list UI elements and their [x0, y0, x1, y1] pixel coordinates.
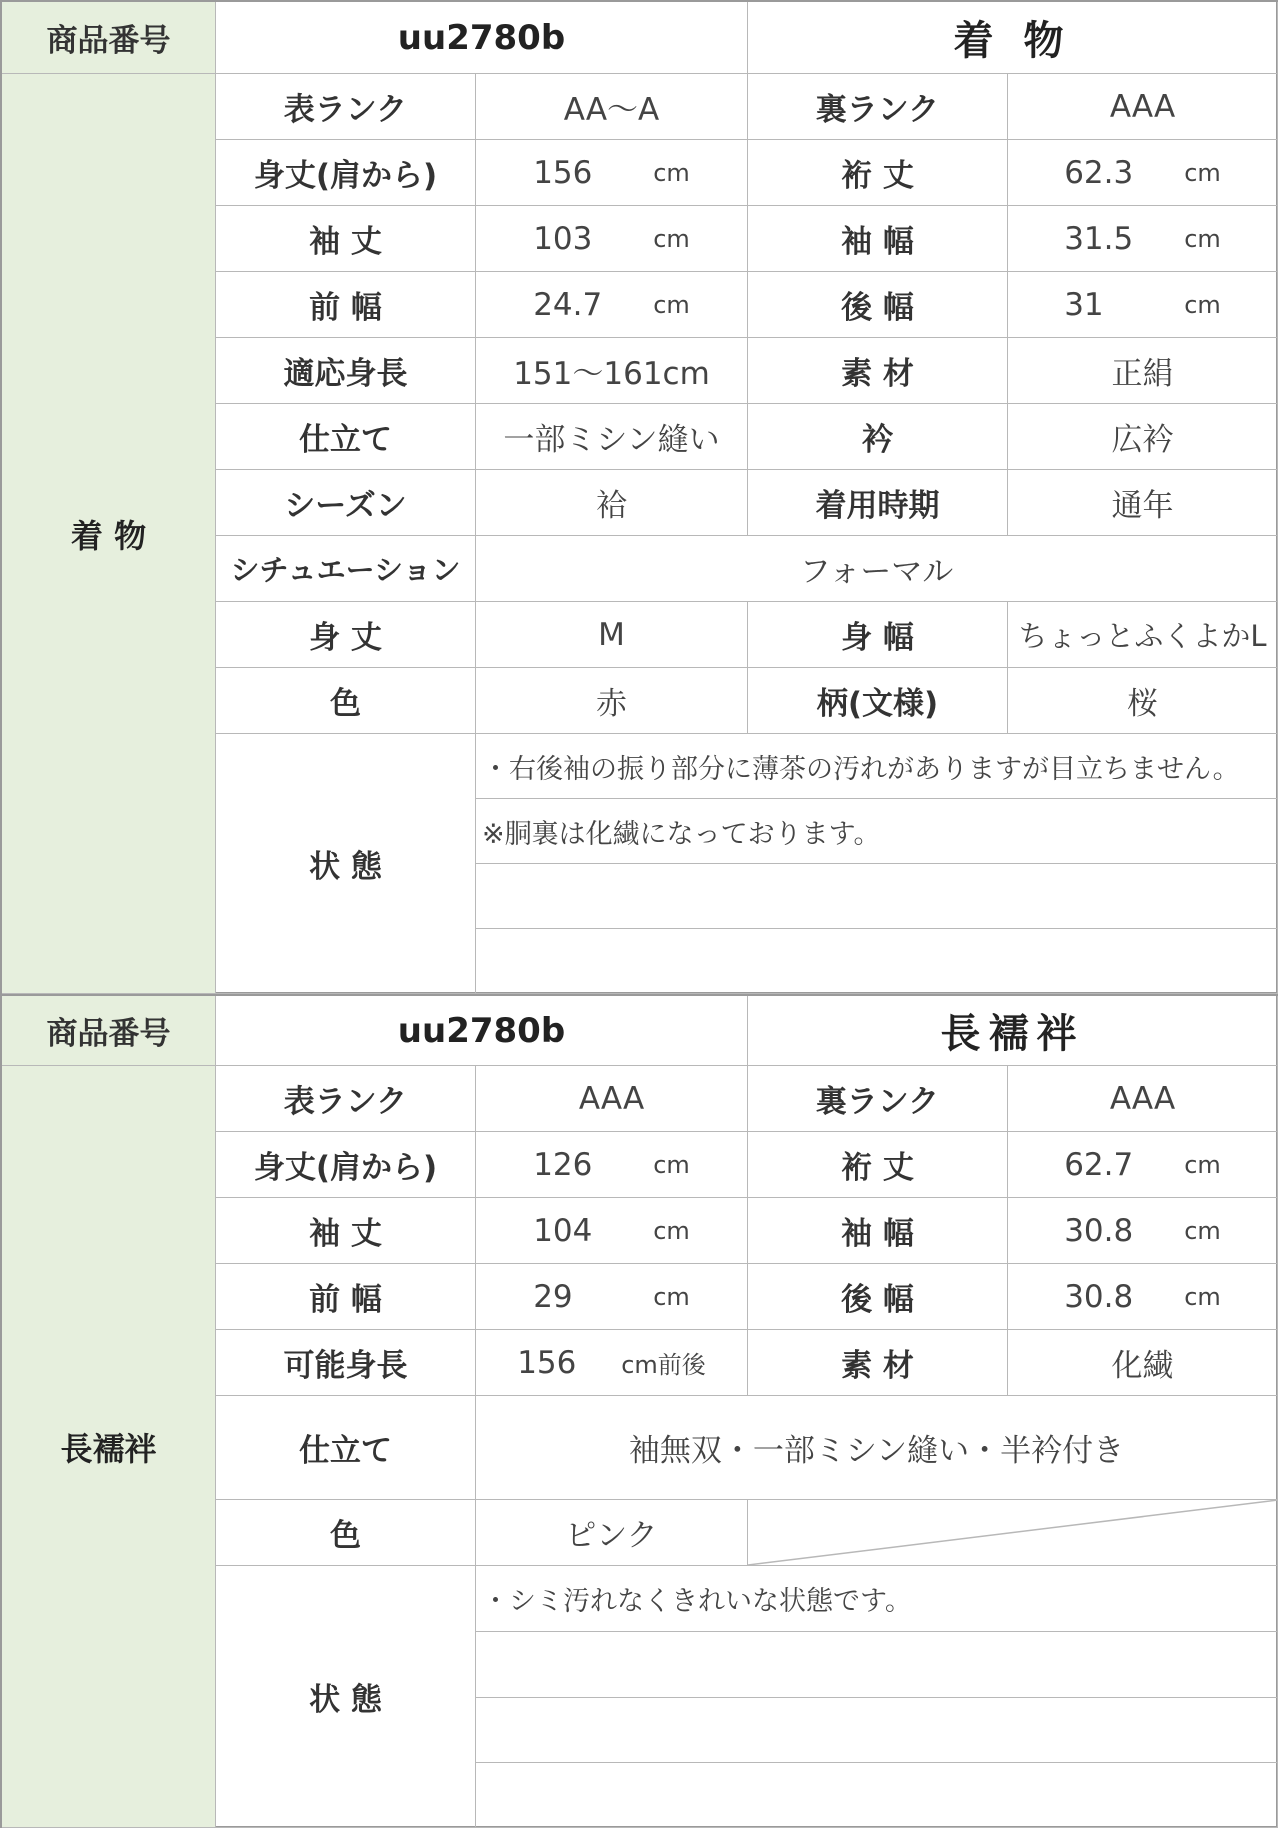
- spec-value: 31 cm: [1008, 272, 1278, 338]
- condition-label: 状 態: [216, 1566, 476, 1828]
- spec-label: 仕立て: [216, 404, 476, 470]
- spec-label: 身 幅: [748, 602, 1008, 668]
- spec-label: 素 材: [748, 1330, 1008, 1396]
- section-title: 長襦袢: [748, 996, 1278, 1066]
- spec-label: 表ランク: [216, 1066, 476, 1132]
- spec-value: 31.5 cm: [1008, 206, 1278, 272]
- condition-line: ・右後袖の振り部分に薄茶の汚れがありますが目立ちません。: [476, 734, 1278, 799]
- spec-label: 可能身長: [216, 1330, 476, 1396]
- spec-label: 袖 丈: [216, 1198, 476, 1264]
- spec-value: 正絹: [1008, 338, 1278, 404]
- spec-label: 身 丈: [216, 602, 476, 668]
- section-side-label: 着 物: [2, 74, 216, 994]
- spec-label: 素 材: [748, 338, 1008, 404]
- spec-value: 29 cm: [476, 1264, 748, 1330]
- spec-value: 151～161cm: [476, 338, 748, 404]
- condition-line: ※胴裏は化繊になっております。: [476, 799, 1278, 864]
- spec-label: 表ランク: [216, 74, 476, 140]
- spec-value: ちょっとふくよかL: [1008, 602, 1278, 668]
- spec-value: 30.8 cm: [1008, 1264, 1278, 1330]
- condition-label: 状 態: [216, 734, 476, 994]
- spec-value: 30.8 cm: [1008, 1198, 1278, 1264]
- spec-label: 色: [216, 668, 476, 734]
- condition-line: [476, 1698, 1278, 1763]
- spec-label: 袖 幅: [748, 206, 1008, 272]
- condition-line: [476, 1632, 1278, 1698]
- spec-label: 後 幅: [748, 1264, 1008, 1330]
- spec-value: 広衿: [1008, 404, 1278, 470]
- spec-value: 103 cm: [476, 206, 748, 272]
- spec-label: 裄 丈: [748, 140, 1008, 206]
- section-side-label: 長襦袢: [2, 1066, 216, 1828]
- condition-line: [476, 864, 1278, 929]
- tailoring-value: 袖無双・一部ミシン縫い・半衿付き: [476, 1396, 1278, 1500]
- spec-label: 着用時期: [748, 470, 1008, 536]
- spec-value: AAA: [476, 1066, 748, 1132]
- product-number-value: uu2780b: [216, 996, 748, 1066]
- spec-value: AAA: [1008, 74, 1278, 140]
- diagonal-slash: [748, 1500, 1278, 1566]
- spec-value: 62.3 cm: [1008, 140, 1278, 206]
- juban-spec-table: [0, 994, 1278, 1828]
- spec-label: 袖 丈: [216, 206, 476, 272]
- product-number-label: 商品番号: [2, 2, 216, 74]
- spec-value: 一部ミシン縫い: [476, 404, 748, 470]
- spec-label: 袖 幅: [748, 1198, 1008, 1264]
- product-number-label: 商品番号: [2, 996, 216, 1066]
- spec-label: シーズン: [216, 470, 476, 536]
- empty-diagonal-cell: [748, 1500, 1278, 1566]
- spec-value: 156 cm前後: [476, 1330, 748, 1396]
- color-value: ピンク: [476, 1500, 748, 1566]
- spec-label: 適応身長: [216, 338, 476, 404]
- condition-line: [476, 929, 1278, 994]
- spec-value: AAA: [1008, 1066, 1278, 1132]
- condition-line: ・シミ汚れなくきれいな状態です。: [476, 1566, 1278, 1632]
- spec-value: AA～A: [476, 74, 748, 140]
- color-label: 色: [216, 1500, 476, 1566]
- situation-value: フォーマル: [476, 536, 1278, 602]
- spec-value: 通年: [1008, 470, 1278, 536]
- situation-label: シチュエーション: [216, 536, 476, 602]
- spec-label: 身丈(肩から): [216, 1132, 476, 1198]
- spec-label: 柄(文様): [748, 668, 1008, 734]
- spec-label: 前 幅: [216, 1264, 476, 1330]
- spec-value: 袷: [476, 470, 748, 536]
- condition-line: [476, 1763, 1278, 1828]
- spec-value: 24.7 cm: [476, 272, 748, 338]
- spec-label: 身丈(肩から): [216, 140, 476, 206]
- tailoring-label: 仕立て: [216, 1396, 476, 1500]
- section-title: 着 物: [748, 2, 1278, 74]
- spec-label: 裏ランク: [748, 74, 1008, 140]
- spec-value: 赤: [476, 668, 748, 734]
- spec-value: 化繊: [1008, 1330, 1278, 1396]
- spec-label: 裏ランク: [748, 1066, 1008, 1132]
- spec-label: 裄 丈: [748, 1132, 1008, 1198]
- spec-value: 104 cm: [476, 1198, 748, 1264]
- spec-value: 桜: [1008, 668, 1278, 734]
- spec-label: 衿: [748, 404, 1008, 470]
- spec-value: M: [476, 602, 748, 668]
- spec-value: 126 cm: [476, 1132, 748, 1198]
- spec-value: 156 cm: [476, 140, 748, 206]
- product-number-value: uu2780b: [216, 2, 748, 74]
- spec-label: 前 幅: [216, 272, 476, 338]
- spec-value: 62.7 cm: [1008, 1132, 1278, 1198]
- spec-label: 後 幅: [748, 272, 1008, 338]
